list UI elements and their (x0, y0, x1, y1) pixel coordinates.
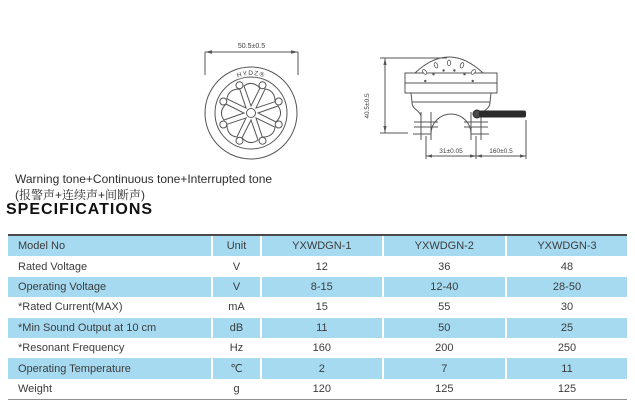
table-cell: 15 (260, 297, 382, 317)
dim-arrow (291, 50, 298, 53)
table-cell: dB (211, 318, 260, 338)
table-cell: Hz (211, 338, 260, 358)
table-cell: 125 (505, 379, 627, 399)
table-cell: 200 (382, 338, 505, 358)
table-header-cell: Unit (211, 236, 260, 256)
front-diameter-label: 50.5±0.5 (237, 43, 266, 50)
table-cell: 50 (382, 318, 505, 338)
table-cell: 11 (505, 358, 627, 378)
table-cell: 8-15 (260, 277, 382, 297)
tone-description-zh: (报警声+连续声+间断声) (15, 188, 146, 202)
table-cell: 30 (505, 297, 627, 317)
table-cell: *Min Sound Output at 10 cm (18, 321, 157, 334)
table-row (8, 277, 627, 297)
table-cell: 28-50 (505, 277, 627, 297)
table-cell: *Resonant Frequency (18, 342, 125, 355)
table-header-cell: YXWDGN-2 (382, 236, 505, 256)
table-cell: 120 (260, 379, 382, 399)
table-cell: 250 (505, 338, 627, 358)
table-cell: Rated Voltage (18, 260, 88, 273)
table-cell: 25 (505, 318, 627, 338)
mount-spacing-label: 31±0.05 (439, 148, 463, 155)
tone-description-en: Warning tone+Continuous tone+Interrupted tone (15, 172, 273, 186)
dim-arrow (205, 50, 212, 53)
table-row (8, 297, 627, 317)
spec-table (8, 234, 627, 400)
table-cell: *Rated Current(MAX) (18, 301, 123, 314)
table-cell: 160 (260, 338, 382, 358)
table-row (8, 256, 627, 276)
table-cell: 11 (260, 318, 382, 338)
side-view-drawing (350, 40, 535, 165)
wire (479, 111, 526, 118)
svg-text:HYDZ® (236, 70, 266, 79)
brand-label: HYDZ® (236, 70, 266, 80)
table-cell: V (211, 256, 260, 276)
table-row (8, 379, 627, 399)
table-cell: 55 (382, 297, 505, 317)
table-cell: mA (211, 297, 260, 317)
table-cell: 7 (382, 358, 505, 378)
table-cell: ℃ (211, 358, 260, 378)
table-cell: Weight (18, 382, 53, 395)
table-cell: Operating Temperature (18, 362, 131, 375)
table-header-cell: YXWDGN-3 (505, 236, 627, 256)
table-cell: 2 (260, 358, 382, 378)
table-cell: 48 (505, 256, 627, 276)
spec-table-body (8, 236, 627, 399)
table-header-cell: YXWDGN-1 (260, 236, 382, 256)
mounting-arch (431, 114, 471, 134)
table-header-cell: Model No (18, 240, 66, 253)
table-row (8, 318, 627, 338)
table-header-row (8, 236, 627, 256)
table-cell: 12-40 (382, 277, 505, 297)
table-cell: g (211, 379, 260, 399)
front-view-drawing (176, 28, 328, 170)
table-cell: V (211, 277, 260, 297)
side-height-label: 40.5±0.5 (364, 93, 371, 119)
table-cell: 125 (382, 379, 505, 399)
table-cell: 36 (382, 256, 505, 276)
table-row (8, 358, 627, 378)
specifications-heading: SPECIFICATIONS (6, 201, 154, 218)
table-row (8, 338, 627, 358)
table-cell: 12 (260, 256, 382, 276)
table-cell: Operating Voltage (18, 280, 107, 293)
wire-length-label: 160±0.5 (489, 148, 513, 155)
